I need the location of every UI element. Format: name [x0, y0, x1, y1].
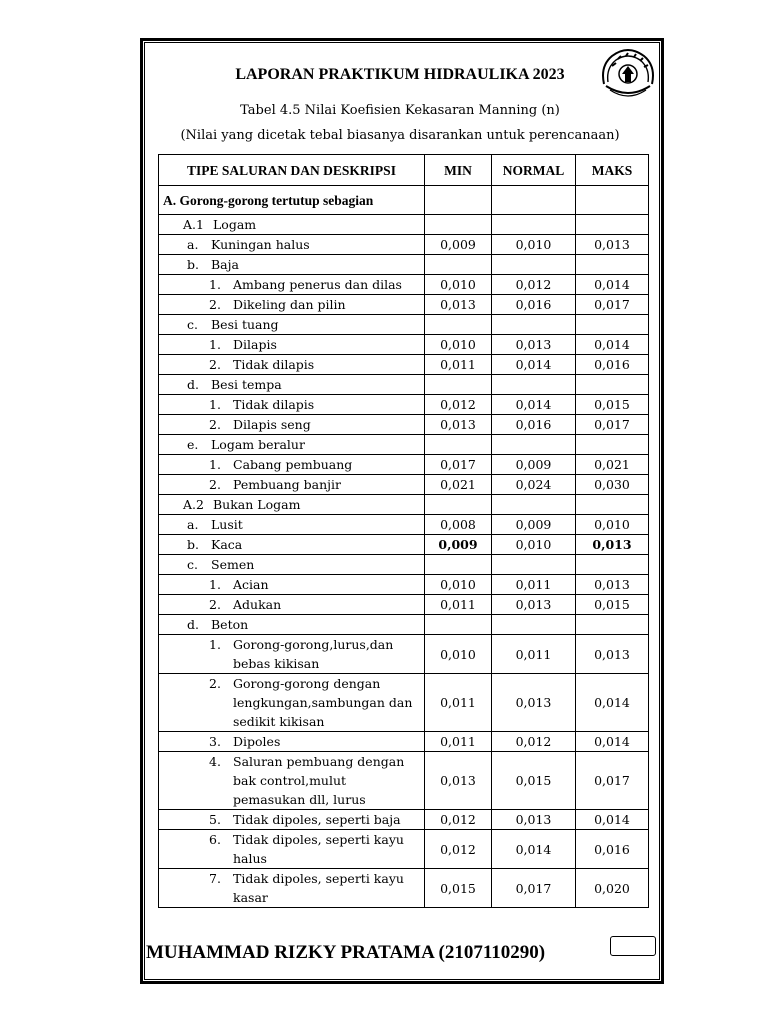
desc-cell	[159, 674, 425, 732]
table-row	[159, 255, 649, 275]
list-marker: 4.	[209, 754, 221, 769]
value-min	[425, 435, 492, 455]
value-min: 0,009	[425, 235, 492, 255]
desc-cell	[159, 869, 425, 908]
desc-cell	[159, 515, 425, 535]
desc-wrapper	[163, 752, 420, 809]
value-normal: 0,013	[492, 335, 576, 355]
list-marker: a.	[187, 237, 199, 252]
desc-text: Lusit	[211, 517, 243, 532]
desc-cell	[159, 375, 425, 395]
value-min: 0,013	[425, 415, 492, 435]
table-row	[159, 535, 649, 555]
table-row	[159, 315, 649, 335]
value-normal	[492, 555, 576, 575]
value-min: 0,012	[425, 810, 492, 830]
value-maks: 0,021	[576, 455, 649, 475]
desc-wrapper	[163, 415, 420, 434]
table-row	[159, 615, 649, 635]
value-maks: 0,014	[576, 275, 649, 295]
value-normal	[492, 615, 576, 635]
desc-wrapper	[163, 215, 420, 234]
value-maks: 0,014	[576, 674, 649, 732]
list-marker: 1.	[209, 637, 221, 652]
value-maks: 0,014	[576, 732, 649, 752]
value-normal: 0,013	[492, 595, 576, 615]
desc-text: Bukan Logam	[213, 497, 301, 512]
value-normal: 0,014	[492, 830, 576, 869]
list-marker: 1.	[209, 457, 221, 472]
page-number-box	[610, 936, 656, 956]
desc-cell	[159, 535, 425, 555]
list-marker: b.	[187, 537, 199, 552]
value-min: 0,011	[425, 595, 492, 615]
desc-text: Tidak dipoles, seperti kayu kasar	[233, 871, 404, 905]
value-min	[425, 255, 492, 275]
desc-cell	[159, 575, 425, 595]
list-marker: 6.	[209, 832, 221, 847]
desc-wrapper	[163, 555, 420, 574]
desc-cell	[159, 555, 425, 575]
value-maks: 0,010	[576, 515, 649, 535]
list-marker: d.	[187, 617, 199, 632]
table-body	[159, 186, 649, 908]
value-maks: 0,013	[576, 235, 649, 255]
value-maks: 0,016	[576, 830, 649, 869]
table-row	[159, 752, 649, 810]
value-maks: 0,013	[576, 575, 649, 595]
desc-wrapper	[163, 255, 420, 274]
value-normal: 0,024	[492, 475, 576, 495]
value-min: 0,008	[425, 515, 492, 535]
desc-text: Dilapis seng	[233, 417, 311, 432]
list-marker: 2.	[209, 597, 221, 612]
desc-wrapper	[163, 635, 420, 673]
value-normal: 0,010	[492, 535, 576, 555]
value-min	[425, 215, 492, 235]
value-min: 0,011	[425, 355, 492, 375]
desc-text: Kaca	[211, 537, 243, 552]
table-row	[159, 674, 649, 732]
value-maks: 0,016	[576, 355, 649, 375]
desc-wrapper	[163, 575, 420, 594]
table-header-row	[159, 155, 649, 186]
value-min: 0,011	[425, 674, 492, 732]
list-marker: a.	[187, 517, 199, 532]
desc-wrapper	[163, 275, 420, 294]
list-marker: 1.	[209, 277, 221, 292]
table-row	[159, 515, 649, 535]
desc-cell	[159, 215, 425, 235]
value-maks	[576, 255, 649, 275]
table-row	[159, 555, 649, 575]
value-min	[425, 315, 492, 335]
desc-text: Dikeling dan pilin	[233, 297, 346, 312]
desc-cell	[159, 255, 425, 275]
value-min: 0,021	[425, 475, 492, 495]
value-min: 0,010	[425, 575, 492, 595]
desc-cell	[159, 395, 425, 415]
value-maks	[576, 186, 649, 215]
value-maks: 0,013	[576, 635, 649, 674]
table-note: (Nilai yang dicetak tebal biasanya disarankan untuk perencanaan)	[180, 128, 620, 143]
value-normal: 0,016	[492, 415, 576, 435]
value-normal	[492, 435, 576, 455]
list-marker: 2.	[209, 297, 221, 312]
table-row	[159, 475, 649, 495]
table-row	[159, 355, 649, 375]
list-marker: 1.	[209, 577, 221, 592]
table-row	[159, 415, 649, 435]
list-marker: 1.	[209, 337, 221, 352]
value-maks: 0,015	[576, 595, 649, 615]
value-normal: 0,016	[492, 295, 576, 315]
table-row	[159, 495, 649, 515]
desc-cell	[159, 595, 425, 615]
value-normal	[492, 375, 576, 395]
desc-wrapper	[163, 732, 420, 751]
desc-cell	[159, 635, 425, 674]
value-min	[425, 555, 492, 575]
list-marker: A.1	[183, 217, 204, 232]
desc-wrapper	[163, 455, 420, 474]
desc-cell	[159, 235, 425, 255]
desc-cell	[159, 455, 425, 475]
value-min	[425, 495, 492, 515]
value-min	[425, 615, 492, 635]
list-marker: c.	[187, 557, 198, 572]
value-maks	[576, 375, 649, 395]
value-maks: 0,030	[576, 475, 649, 495]
desc-cell	[159, 475, 425, 495]
desc-text: Ambang penerus dan dilas	[233, 277, 402, 292]
desc-cell	[159, 810, 425, 830]
table-row	[159, 335, 649, 355]
desc-text: Logam beralur	[211, 437, 305, 452]
desc-cell: A. Gorong-gorong tertutup sebagian	[159, 186, 425, 215]
desc-text: Gorong-gorong dengan lengkungan,sambungan dan sedikit kikisan	[233, 676, 413, 729]
desc-wrapper	[163, 830, 420, 868]
desc-cell	[159, 295, 425, 315]
value-maks	[576, 495, 649, 515]
value-min: 0,015	[425, 869, 492, 908]
table-row	[159, 275, 649, 295]
desc-wrapper	[163, 615, 420, 634]
desc-wrapper	[163, 495, 420, 514]
value-maks: 0,013	[576, 535, 649, 555]
value-min: 0,009	[425, 535, 492, 555]
value-min: 0,012	[425, 830, 492, 869]
value-normal	[492, 495, 576, 515]
value-min: 0,017	[425, 455, 492, 475]
value-maks: 0,020	[576, 869, 649, 908]
list-marker: 2.	[209, 477, 221, 492]
desc-wrapper	[163, 335, 420, 354]
value-min: 0,010	[425, 335, 492, 355]
desc-wrapper	[163, 435, 420, 454]
value-normal: 0,010	[492, 235, 576, 255]
table-row	[159, 635, 649, 674]
header-maks: MAKS	[576, 155, 649, 186]
list-marker: c.	[187, 317, 198, 332]
manning-coefficient-table	[158, 154, 649, 908]
value-maks: 0,017	[576, 415, 649, 435]
section-row	[159, 186, 649, 215]
value-normal	[492, 315, 576, 335]
value-normal: 0,013	[492, 810, 576, 830]
value-normal: 0,015	[492, 752, 576, 810]
table-row	[159, 435, 649, 455]
desc-text: Semen	[211, 557, 255, 572]
desc-wrapper	[163, 515, 420, 534]
desc-text: Logam	[213, 217, 257, 232]
desc-text: Tidak dipoles, seperti kayu halus	[233, 832, 404, 866]
table-row	[159, 235, 649, 255]
value-normal: 0,009	[492, 515, 576, 535]
value-maks	[576, 315, 649, 335]
value-min: 0,011	[425, 732, 492, 752]
table-row	[159, 215, 649, 235]
value-normal	[492, 255, 576, 275]
value-normal: 0,011	[492, 635, 576, 674]
value-maks: 0,014	[576, 335, 649, 355]
value-normal: 0,013	[492, 674, 576, 732]
desc-wrapper	[163, 355, 420, 374]
list-marker: 2.	[209, 676, 221, 691]
desc-cell	[159, 355, 425, 375]
list-marker: 1.	[209, 397, 221, 412]
desc-cell	[159, 315, 425, 335]
list-marker: 5.	[209, 812, 221, 827]
desc-text: Baja	[211, 257, 239, 272]
value-maks	[576, 435, 649, 455]
header-normal: NORMAL	[492, 155, 576, 186]
desc-wrapper	[163, 395, 420, 414]
list-marker: 7.	[209, 871, 221, 886]
desc-cell	[159, 732, 425, 752]
table-row	[159, 830, 649, 869]
list-marker: 2.	[209, 357, 221, 372]
value-maks: 0,017	[576, 752, 649, 810]
table-row	[159, 575, 649, 595]
desc-text: Tidak dilapis	[233, 357, 315, 372]
author-name: MUHAMMAD RIZKY PRATAMA (2107110290)	[146, 942, 546, 963]
value-maks	[576, 215, 649, 235]
desc-wrapper	[163, 595, 420, 614]
table-row	[159, 455, 649, 475]
value-maks: 0,017	[576, 295, 649, 315]
table-row	[159, 810, 649, 830]
value-normal: 0,009	[492, 455, 576, 475]
desc-text: Dilapis	[233, 337, 277, 352]
desc-text: Besi tempa	[211, 377, 282, 392]
value-min: 0,010	[425, 635, 492, 674]
desc-wrapper	[163, 674, 420, 731]
value-normal: 0,011	[492, 575, 576, 595]
list-marker: d.	[187, 377, 199, 392]
header-desc: TIPE SALURAN DAN DESKRIPSI	[159, 155, 425, 186]
desc-text: Besi tuang	[211, 317, 279, 332]
desc-text: Kuningan halus	[211, 237, 310, 252]
value-min: 0,010	[425, 275, 492, 295]
list-marker: A.2	[183, 497, 204, 512]
desc-wrapper	[163, 235, 420, 254]
list-marker: 2.	[209, 417, 221, 432]
desc-cell	[159, 415, 425, 435]
desc-wrapper	[163, 295, 420, 314]
value-min	[425, 186, 492, 215]
desc-cell	[159, 615, 425, 635]
desc-cell	[159, 275, 425, 295]
table-caption: Tabel 4.5 Nilai Koefisien Kekasaran Manning (n)	[240, 103, 560, 118]
desc-cell	[159, 335, 425, 355]
desc-wrapper	[163, 535, 420, 554]
value-min	[425, 375, 492, 395]
desc-cell	[159, 495, 425, 515]
desc-text: Beton	[211, 617, 249, 632]
value-min: 0,012	[425, 395, 492, 415]
desc-cell	[159, 435, 425, 455]
desc-wrapper	[163, 315, 420, 334]
value-normal: 0,014	[492, 395, 576, 415]
value-normal	[492, 186, 576, 215]
value-normal: 0,017	[492, 869, 576, 908]
value-maks	[576, 555, 649, 575]
table-row	[159, 295, 649, 315]
desc-text: Saluran pembuang dengan bak control,mulut pemasukan dll, lurus	[233, 754, 405, 807]
report-title: LAPORAN PRAKTIKUM HIDRAULIKA 2023	[235, 66, 565, 83]
desc-text: Tidak dilapis	[233, 397, 315, 412]
desc-wrapper	[163, 869, 420, 907]
list-marker: 3.	[209, 734, 221, 749]
list-marker: b.	[187, 257, 199, 272]
value-maks: 0,014	[576, 810, 649, 830]
table-row	[159, 869, 649, 908]
value-normal: 0,014	[492, 355, 576, 375]
value-min: 0,013	[425, 295, 492, 315]
value-maks: 0,015	[576, 395, 649, 415]
desc-wrapper	[163, 375, 420, 394]
desc-cell	[159, 830, 425, 869]
desc-wrapper	[163, 810, 420, 829]
value-normal: 0,012	[492, 275, 576, 295]
value-min: 0,013	[425, 752, 492, 810]
desc-text: Dipoles	[233, 734, 281, 749]
value-maks	[576, 615, 649, 635]
desc-text: Cabang pembuang	[233, 457, 353, 472]
list-marker: e.	[187, 437, 199, 452]
desc-text: Adukan	[233, 597, 282, 612]
desc-cell	[159, 752, 425, 810]
table-row	[159, 395, 649, 415]
table-row	[159, 375, 649, 395]
desc-text: Acian	[233, 577, 269, 592]
header-min: MIN	[425, 155, 492, 186]
table-row	[159, 732, 649, 752]
desc-text: Tidak dipoles, seperti baja	[233, 812, 401, 827]
table-row	[159, 595, 649, 615]
value-normal: 0,012	[492, 732, 576, 752]
value-normal	[492, 215, 576, 235]
desc-wrapper	[163, 475, 420, 494]
desc-text: Gorong-gorong,lurus,dan bebas kikisan	[233, 637, 394, 671]
desc-text: Pembuang banjir	[233, 477, 341, 492]
